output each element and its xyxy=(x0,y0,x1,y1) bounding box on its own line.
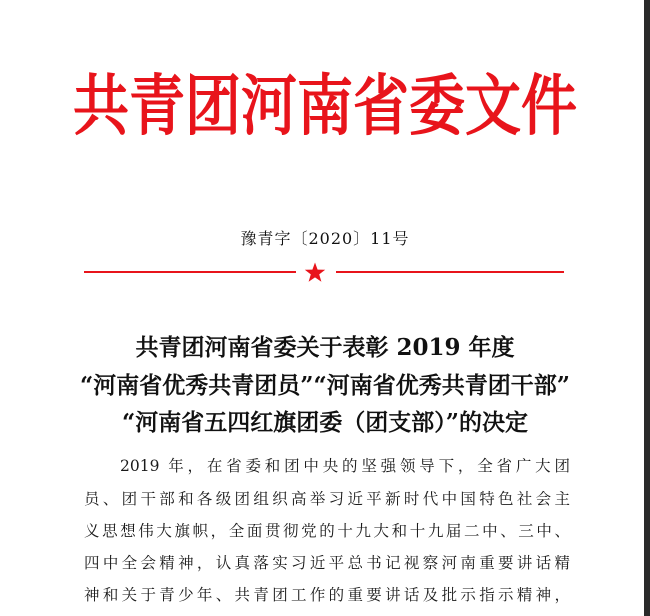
body-paragraph-line-2: 员、团干部和各级团组织高举习近平新时代中国特色社会主 xyxy=(84,490,570,508)
body-paragraph-line-3: 义思想伟大旗帜，全面贯彻党的十九大和十九届二中、三中、 xyxy=(84,522,570,540)
decision-title-line-1: 共青团河南省委关于表彰 2019 年度 xyxy=(135,334,515,361)
separator-line-left xyxy=(84,271,296,273)
document-header-title: 共青团河南省委文件 xyxy=(73,68,577,146)
document-number: 豫青字〔2020〕11号 xyxy=(240,229,410,248)
body-paragraph-line-4: 四中全会精神，认真落实习近平总书记视察河南重要讲话精 xyxy=(84,554,570,572)
decision-title-line-3: “河南省五四红旗团委（团支部）”的决定 xyxy=(122,409,528,436)
body-paragraph-line-5: 神和关于青少年、共青团工作的重要讲话及批示指示精神， xyxy=(84,586,570,604)
star-icon xyxy=(303,261,327,285)
star-icon-svg xyxy=(303,261,327,285)
separator-line-right xyxy=(336,271,564,273)
decision-title-line-2: “河南省优秀共青团员”“河南省优秀共青团干部” xyxy=(80,372,570,399)
body-paragraph-line-1: 2019 年，在省委和团中央的坚强领导下，全省广大团 xyxy=(120,457,570,475)
